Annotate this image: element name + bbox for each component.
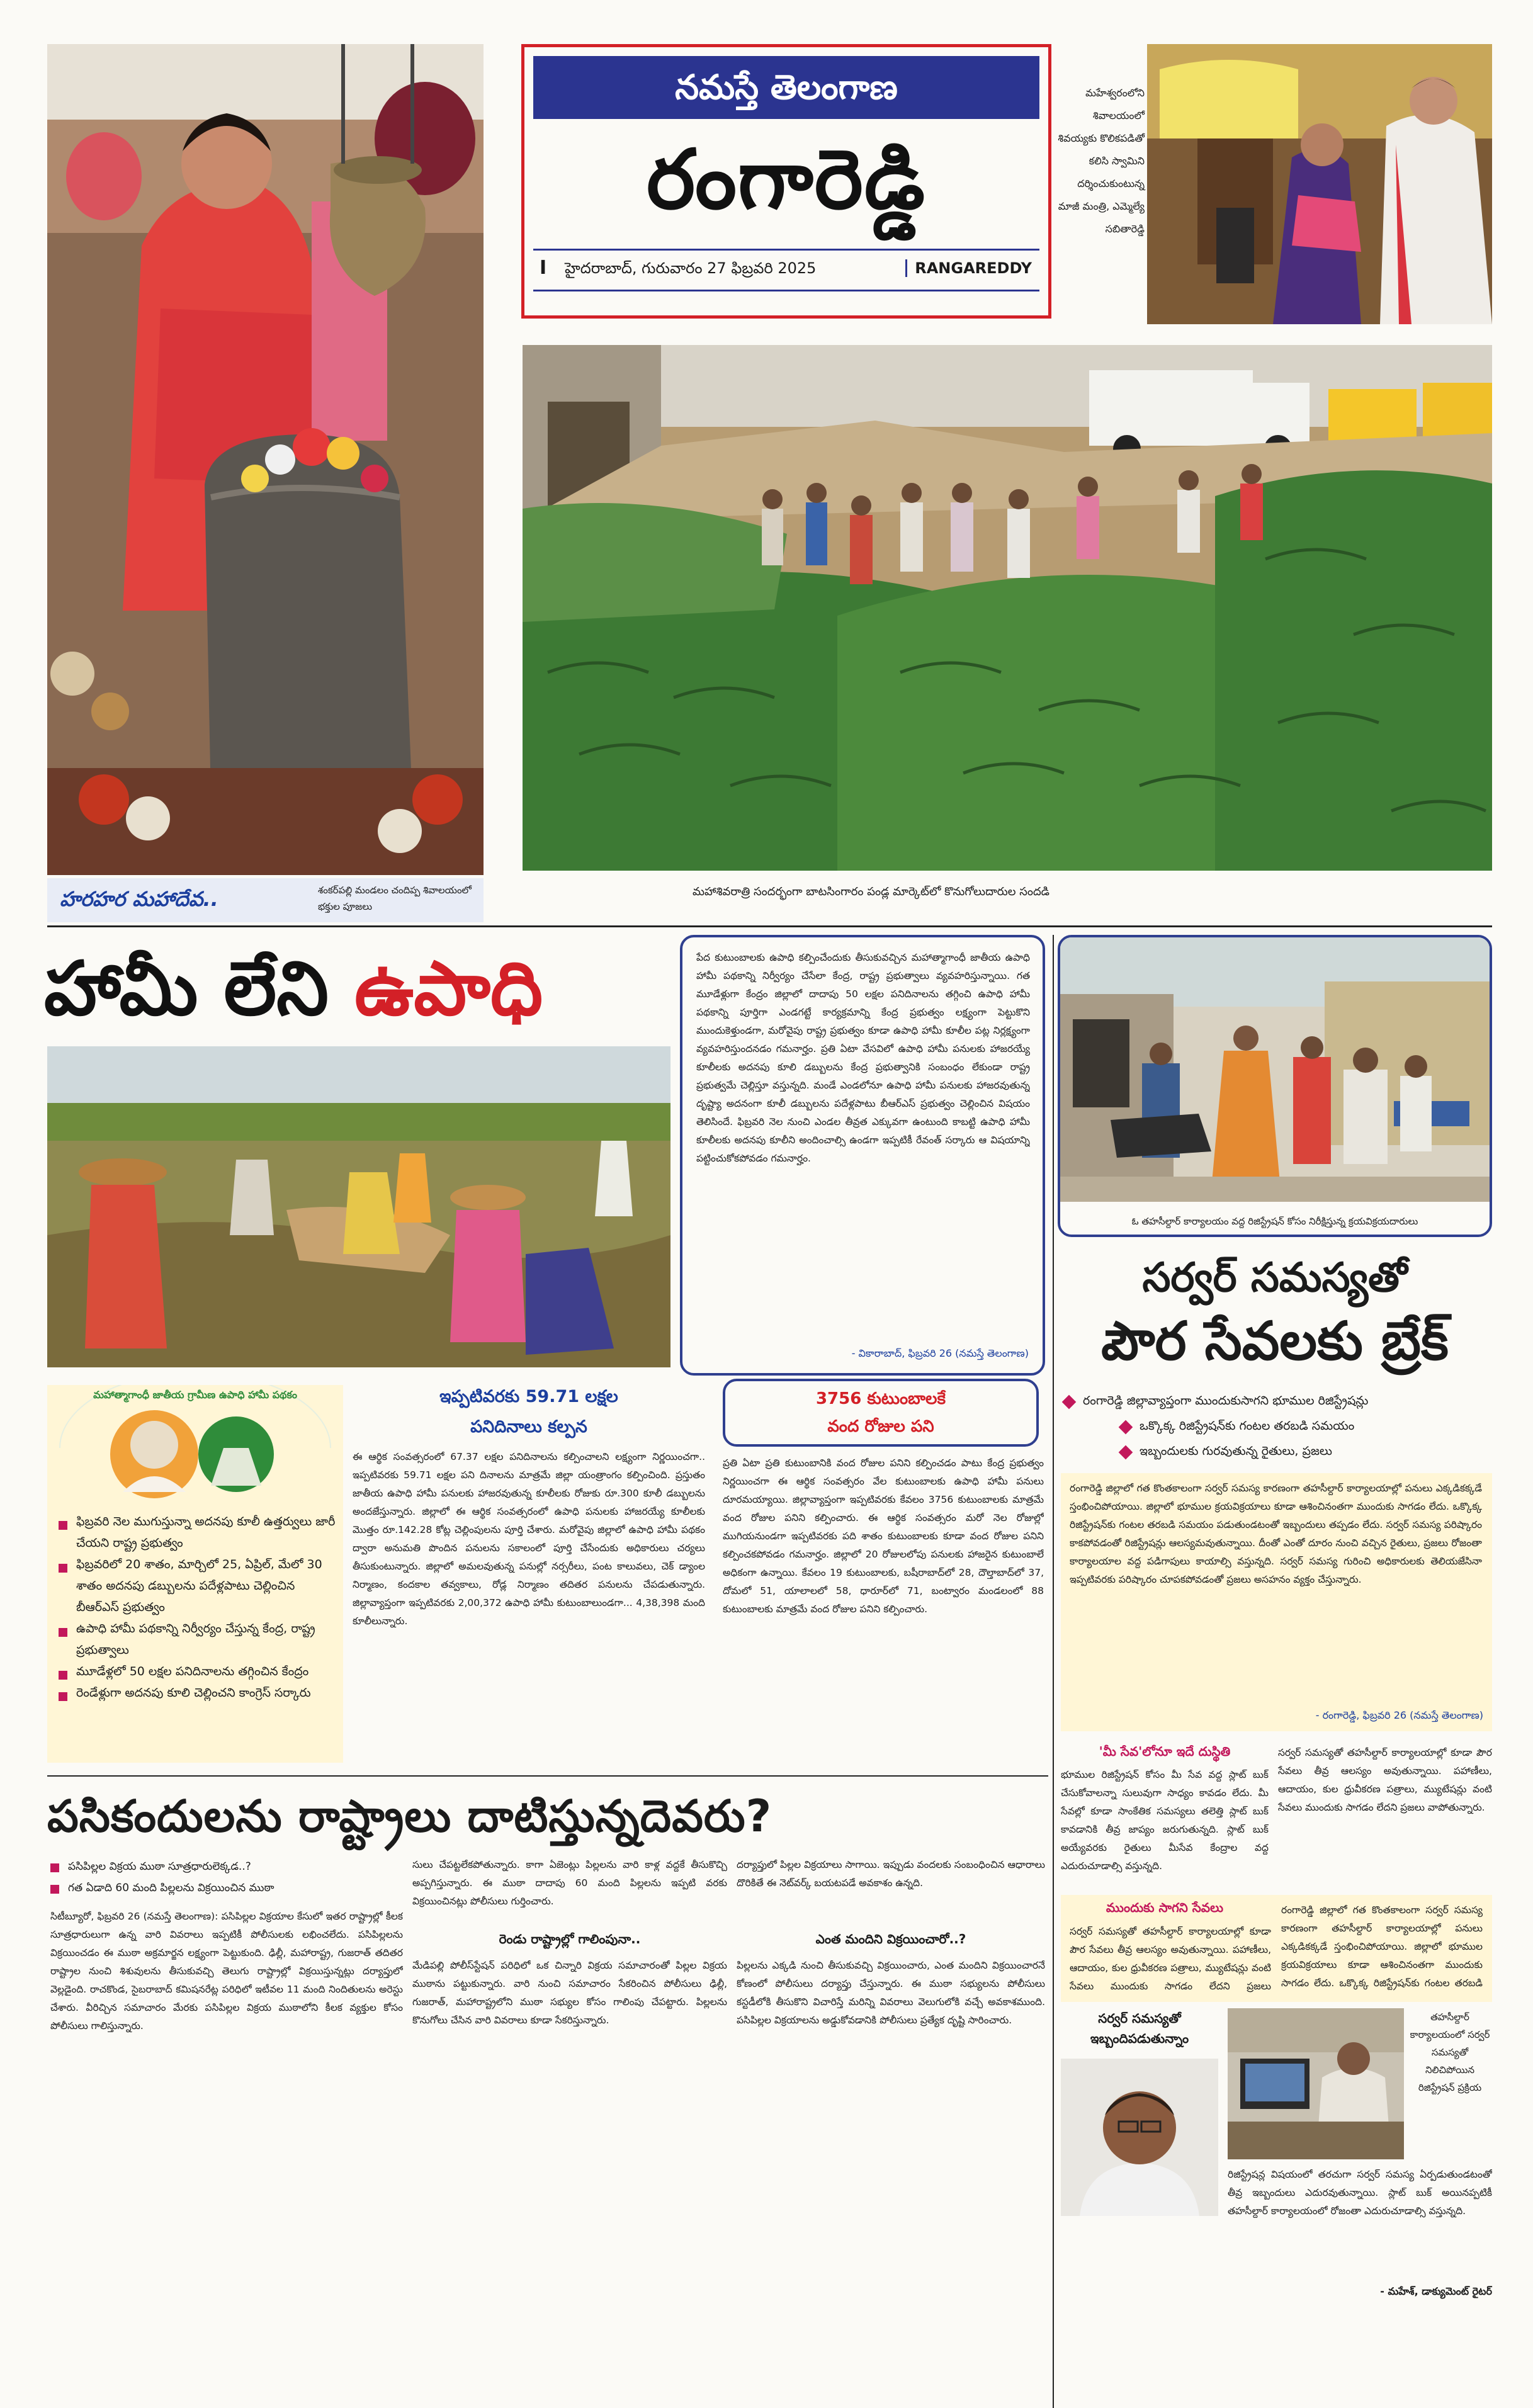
subhead2-line2: వంద రోజుల పని	[827, 1417, 934, 1436]
meeseva-subtitle: 'మీ సేవ'లోనూ ఇదే దుస్థితి	[1099, 1744, 1231, 1759]
story2-col2-top: సులు చేపట్టలేకపోతున్నారు. కాగా ఏజెంట్లు పిల్లలను వారి కాళ్ల వద్దకే తీసుకొచ్చి అప్పగిస్తున్నారు. ఈ ముఠా దాదాపు 60 మంది పిల్లలను ఇప్పటి వరకు విక్రయించినట్లు పోలీసులు గుర్తించారు.	[412, 1859, 727, 1907]
subhead2-body: ప్రతి ఏటా ప్రతి కుటుంబానికి వంద రోజుల పనిని కల్పించడం పాటు కేంద్ర ప్రభుత్వం నిర్ణయించగా ఈ ఆర్థిక సంవత్సరం వేల కుటుంబాలకు ఉపాధి హామీ పనులు దూరమయ్యాయి. జిల్లావ్యాప్తంగా ఇప్పటివరకు కేవలం 3756 కుటుంబాలకు మాత్రమే వంద రోజుల పనిని కల్పించారు. ఈ ఆర్థిక సంవత్సరం మరో నెల రోజుల్లో ముగియనుండగా ఇప్పటివరకు పది శాతం కుటుంబాలకు కూడా వంద రోజుల పనిని కల్పించకపోవడం గమనార్హం. జిల్లాలో 20 రోజులలోపు పనులకు హాజరైన కుటుంబాలే అధికంగా ఉన్నాయి. కేవలం 19 కుటుంబాలకు, బషీరాబాద్‌లో 28, దౌల్తాబాద్‌లో 37, దోమలో 51, యాలాలలో 58, ధారూర్‌లో 71, బంట్వారం మండలంలో 88 కుటుంబాలకు మాత్రమే వంద రోజుల పనిని కల్పించారు.	[723, 1457, 1044, 1615]
bullet-diamond-icon	[1119, 1420, 1133, 1435]
photo-caption-text: శంకర్‌పల్లి మండలం చందిప్ప శివాలయంలో భక్తుల పూజలు	[318, 885, 472, 912]
shivalinga-puja-photo	[47, 44, 484, 875]
server-photo-box	[1058, 935, 1492, 1237]
nrega-workers-photo	[47, 1046, 670, 1367]
server-headline-line1: సర్వర్ సమస్యతో	[1142, 1255, 1408, 1301]
server-headline-line2: పౌర సేవలకు బ్రేక్	[1101, 1310, 1449, 1372]
top-divider	[47, 925, 1492, 927]
district-name: రంగారెడ్డి	[646, 132, 927, 227]
top-left-photo-label	[47, 878, 484, 922]
person-caption: సర్వర్ సమస్యతో ఇబ్బందిపడుతున్నాం	[1090, 2011, 1189, 2046]
gandhi-bullet-text: రెండేళ్లుగా అదనపు కూలి చెల్లించని కాంగ్రెస్ సర్కారు	[76, 1686, 311, 1700]
bullet-square-icon	[50, 1863, 59, 1872]
server-bullet	[1064, 1439, 1492, 1464]
office-scene	[1228, 2008, 1404, 2159]
story2-top-rule	[47, 1775, 1048, 1777]
temple-visit-photo	[1147, 44, 1492, 324]
server-body-box	[1061, 1473, 1492, 1731]
market-scene	[523, 345, 1492, 871]
brand-name: నమస్తే తెలంగాణ	[675, 67, 898, 107]
server-bullets	[1064, 1388, 1492, 1464]
gandhi-box	[47, 1385, 343, 1763]
issue-mark: I	[540, 257, 547, 279]
meeseva-body: భూముల రిజిస్ట్రేషన్ కోసం మీ సేవ వద్ద స్లాట్ బుక్ చేసుకోవాలన్నా సులువుగా సాధ్యం కావడం లేదు. మీ సేవల్లో కూడా సాంకేతిక సమస్యలు తలెత్తి స్లాట్ బుక్ కావడానికి తీవ్ర జాప్యం జరుగుతున్నది. స్లాట్ బుక్ అయ్యేవరకు రైతులు మీసేవ కేంద్రాల వద్ద ఎదురుచూడాల్సి వస్తున్నది.	[1061, 1769, 1269, 1872]
person-byline: - మహేశ్, డాక్యుమెంట్ రైటర్	[1380, 2285, 1492, 2297]
masthead	[521, 44, 1051, 319]
gandhi-bullet	[59, 1511, 336, 1554]
story2-col2-body: మేడిపల్లి పోలీస్‌స్టేషన్ పరిధిలో ఒక చిన్నారి విక్రయ సమాచారంతో పిల్లల విక్రయ ముఠాను పట్టుకున్నారు. వారి నుంచి సమాచారం సేకరించిన పోలీసులు ఢిల్లీ, గుజరాత్, మహారాష్ట్రలోని ముఠా సభ్యుల కోసం గాలింపు చేపట్టారు. పిల్లలను కొనుగోలు చేసిన వారి వివరాలు కూడా సేకరిస్తున్నారు.	[412, 1960, 727, 2026]
story2-bullet	[50, 1877, 403, 1899]
server-office-scene	[1060, 937, 1490, 1202]
server-bullet-text: రంగారెడ్డి జిల్లావ్యాప్తంగా ముందుకుసాగని భూముల రిజిస్ట్రేషన్లు	[1083, 1394, 1369, 1408]
story2-headline: పసికందులను రాష్ట్రాలు దాటిస్తున్నదెవరు?	[47, 1790, 772, 1842]
brand-bar	[533, 56, 1039, 119]
gandhi-bullets	[59, 1511, 336, 1704]
story1-byline: - వికారాబాద్, ఫిబ్రవరి 26 (నమస్తే తెలంగాణ)	[851, 1347, 1029, 1359]
subhead1-body: ఈ ఆర్థిక సంవత్సరంలో 67.37 లక్షల పనిదినాలను కల్పించాలని లక్ష్యంగా నిర్ణయించగా.. ఇప్పటివరకు 59.71 లక్షల పని దినాలను మాత్రమే జిల్లా యంత్రాంగం కల్పించింది. ప్రస్తుతం జాతీయ ఉపాధి హామీ పనులకు హాజరవుతున్న కూలీలకు రోజుకు రూ.300 కూలీ డబ్బులను అందజేస్తున్నారు. జిల్లాలో ఈ ఆర్థిక సంవత్సరంలో ఉపాధి పనులకు హాజరయ్యే కూలీలకు మొత్తం రూ.142.28 కోట్ల చెల్లింపులను పూర్తి చేశారు. మరోవైపు జిల్లాలో ఉపాధి హామీ పథకం ద్వారా అనుమతి పొందిన పనులను సకాలంలో పూర్తి చేసేందుకు అధికారులు చర్యలు తీసుకుంటున్నారు. జిల్లాలో అమలవుతున్న పనుల్లో నర్సరీలు, పంట కాలువలు, చెక్ డ్యాంల నిర్మాణం, కందకాల తవ్వకాలు, రోడ్ల నిర్మాణం తదితర పనులను చేపడుతున్నారు. జిల్లావ్యాప్తంగా ఇప్పటివరకు 2,00,372 ఉపాధి హామీ కుటుంబాలుండగా... 4,38,398 మంది కూలీలున్నారు.	[353, 1451, 705, 1627]
gandhi-bullet	[59, 1618, 336, 1661]
temple-visit-caption: మహేశ్వరంలోని శివాలయంలో శివయ్యకు కొలికపడితో కలిసి స్వామిని దర్శించుకుంటున్న మాజీ మంత్రి, ఎమ్మెల్యే సబితారెడ్డి	[1058, 87, 1145, 235]
services-body-continued: రంగారెడ్డి జిల్లాలో గత కొంతకాలంగా సర్వర్ సమస్య కారణంగా తహసీల్దార్ కార్యాలయాల్లో పనులు ఎక్కడికక్కడే స్తంభించిపోయాయి. జిల్లాలో భూముల క్రయవిక్రయాలు కూడా ఆశించినంతగా ముందుకు సాగడం లేదు. ఒక్కొక్క రిజిస్ట్రేషన్‌కు గంటల తరబడి	[1281, 1904, 1483, 1989]
gandhi-bullet-text: మూడేళ్లలో 50 లక్షల పనిదినాలను తగ్గించిన కేంద్రం	[76, 1665, 309, 1678]
shivalinga-scene	[47, 44, 484, 875]
story1-body: పేద కుటుంబాలకు ఉపాధి కల్పించేందుకు తీసుకువచ్చిన మహాత్మాగాంధీ జాతీయ ఉపాధి హామీ పథకాన్ని నిర్వీర్యం చేసేలా కేంద్ర, రాష్ట్ర ప్రభుత్వాలు వ్యవహరిస్తున్నాయి. గత మూడేళ్లుగా కేంద్రం జిల్లాలో దాదాపు 50 లక్షల పనిదినాలను తగ్గించి ఉపాధి హామీ పథకాన్ని పూర్తిగా ఎండగట్టే కార్యక్రమాన్ని కేంద్ర ప్రభుత్వం లక్ష్యంగా పెట్టుకొని ముందుకెళ్తుండగా, మరోవైపు రాష్ట్ర ప్రభుత్వం కూడా ఉపాధి హామీ కూలీల పట్ల నిర్లక్ష్యంగా వ్యవహరిస్తుందనడం గమనార్హం. ప్రతి ఏటా వేసవిలో ఉపాధి హామీ పనులకు హాజరయ్యే కూలీలకు అదనపు కూలి డబ్బులను కేంద్ర ప్రభుత్వానికి సంబంధం లేకుండా రాష్ట్ర ప్రభుత్వమే చెల్లిస్తూ వస్తున్నది. మండే ఎండలోనూ ఉపాధి హామీ పనులకు హాజరవుతున్న దృష్ట్యా అదనంగా కూలీ డబ్బులను పదేళ్లపాటు బీఆర్‌ఎస్ ప్రభుత్వం చెల్లించిన విషయం తెలిసిందే. ఫిబ్రవరి నెల నుంచి ఎండల తీవ్రత ఎక్కువగా ఉంటుంది కాబట్టి ఉపాధి హామీ కూలీలకు అదనపు కూలీని అందించాల్సి ఉండగా ఇప్పటికీ రేవంత్ సర్కారు ఆ విషయాన్ని పట్టించుకోకపోవడం గమనార్హం.	[696, 952, 1030, 1164]
office-computer-photo	[1228, 2008, 1404, 2159]
server-body: రంగారెడ్డి జిల్లాలో గత కొంతకాలంగా సర్వర్ సమస్య కారణంగా తహసీల్దార్ కార్యాలయాల్లో పనులు ఎక్కడికక్కడే స్తంభించిపోయాయి. జిల్లాలో భూముల క్రయవిక్రయాలు కూడా ఆశించినంతగా ముందుకు సాగడం లేదు. ఒక్కొక్క రిజిస్ట్రేషన్‌కు గంటల తరబడి సమయం పడుతుండటంతో ఇబ్బందులు తప్పడం లేదు. సర్వర్ సమస్య పరిష్కారం కాకపోవడంతో రిజిస్ట్రేషన్లు ఆలస్యమవుతున్నాయి. దీంతో ఎంతో దూరం నుంచి వచ్చిన రైతులు, ప్రజలు రోజంతా కార్యాలయాల వద్ద పడిగాపులు కాయాల్సి వస్తున్నది. సర్వర్ సమస్య గురించి అధికారులకు తెలియజేసినా ఇప్పటివరకు పరిష్కారం చూపకపోవడంతో ప్రజలు అసహనం వ్యక్తం చేస్తున్నారు.	[1070, 1483, 1482, 1585]
server-headline	[1058, 1250, 1492, 1376]
gandhi-bullet-text: ఫిబ్రవరిలో 20 శాతం, మార్చిలో 25, ఏప్రిల్, మేలో 30 శాతం అదనపు డబ్బులను పదేళ్లపాటు చెల్లించిన బీఆర్‌ఎస్ ప్రభుత్వం	[76, 1557, 322, 1614]
person-portrait	[1061, 2059, 1218, 2216]
story2-col3-body: పిల్లలను ఎక్కడి నుంచి తీసుకువచ్చి విక్రయించారు, ఎంత మందిని విక్రయించారనే కోణంలో పోలీసులు దర్యాప్తు చేస్తున్నారు. ఈ ముఠా సభ్యులను పోలీసులు కస్టడీలోకి తీసుకొని విచారిస్తే మరిన్ని వివరాలు వెలుగులోకి వచ్చే అవకాశముంది. పసిపిల్లల విక్రయాలను అడ్డుకోవడానికి పోలీసులు ప్రత్యేక దృష్టి సారించారు.	[737, 1960, 1045, 2026]
right-column-divider	[1053, 935, 1054, 2408]
subhead1	[353, 1382, 705, 1442]
document-writer-photo	[1061, 2059, 1218, 2216]
story1-headline-part1: హామీ లేని	[44, 945, 329, 1032]
bullet-square-icon	[59, 1521, 67, 1530]
story1-body-box	[680, 935, 1045, 1376]
server-bullet	[1064, 1388, 1492, 1413]
server-photo-caption: ఓ తహసీల్దార్ కార్యాలయం వద్ద రిజిస్ట్రేషన్ కోసం నిరీక్షిస్తున్న క్రయవిక్రయదారులు	[1131, 1216, 1418, 1227]
bullet-square-icon	[59, 1692, 67, 1701]
gandhi-bullet-text: ఫిబ్రవరి నెల ముగుస్తున్నా అదనపు కూలీ ఉత్తర్వులు జారీ చేయని రాష్ట్ర ప్రభుత్వం	[76, 1515, 336, 1550]
story2-bullet-text: గత ఏడాది 60 మంది పిల్లలను విక్రయించిన ముఠా	[68, 1882, 274, 1894]
subhead1-line2: పనిదినాలు కల్పన	[470, 1417, 587, 1437]
story1-headline-part2: ఉపాధి	[354, 945, 543, 1032]
gandhi-bullet	[59, 1661, 336, 1682]
story2-bullets	[50, 1856, 403, 1899]
temple-visit-scene	[1147, 44, 1492, 324]
services-body: సర్వర్ సమస్యతో తహసీల్దార్ కార్యాలయాల్లో కూడా పౌర సేవలు తీవ్ర ఆలస్యం అవుతున్నాయి. పహాణీలు, ఆదాయం, కుల ధ్రువీకరణ పత్రాలు, మ్యుటేషన్లు వంటి సేవలు ముందుకు సాగడం లేదని ప్రజలు	[1070, 1926, 1271, 1992]
story2-col3-top: దర్యాప్తులో పిల్లల విక్రయాలు సాగాయి. ఇప్పుడు వందలకు సంబంధించిన ఆధారాలు దొరికితే ఈ నెట్‌వర్క్ బయటపడే అవకాశం ఉన్నది.	[737, 1859, 1045, 1889]
subhead2-line1: 3756 కుటుంబాలకే	[815, 1389, 946, 1408]
gandhi-bullet	[59, 1554, 336, 1618]
story2-bullet	[50, 1856, 403, 1877]
bullet-square-icon	[50, 1885, 59, 1894]
server-byline: - రంగారెడ్డి, ఫిబ్రవరి 26 (నమస్తే తెలంగాణ)	[1315, 1709, 1483, 1721]
bullet-square-icon	[59, 1671, 67, 1680]
market-caption: మహాశివరాత్రి సందర్భంగా బాటసింగారం పండ్ల మార్కెట్‌లో కొనుగోలుదారుల సందడి	[693, 885, 1049, 898]
workers-scene	[47, 1046, 670, 1367]
server-bullet-text: ఇబ్బందులకు గురవుతున్న రైతులు, ప్రజలు	[1140, 1444, 1332, 1458]
services-subtitle: ముందుకు సాగని సేవలు	[1106, 1900, 1224, 1915]
story2-col2-subhead: రెండు రాష్ట్రాల్లో గాలింపునా..	[499, 1931, 641, 1947]
dateline-text: హైదరాబాద్, గురువారం 27 ఫిబ్రవరి 2025	[565, 259, 817, 277]
subhead2-box	[723, 1379, 1039, 1447]
story2-col3-subhead: ఎంత మందిని విక్రయించారో..?	[815, 1931, 966, 1947]
server-bullet-text: ఒక్కొక్క రిజిస్ట్రేషన్‌కు గంటల తరబడి సమయం	[1140, 1419, 1355, 1433]
person-body: రిజిస్ట్రేషన్ల విషయంలో తరచుగా సర్వర్ సమస్య ఏర్పడుతుండటంతో తీవ్ర ఇబ్బందులు ఎదురవుతున్నాయి. స్లాట్ బుక్ అయినప్పటికీ తహసీల్దార్ కార్యాలయంలో రోజంతా ఎదురుచూడాల్సి వస్తున్నది.	[1228, 2169, 1492, 2217]
nrega-logo-text: మహాత్మాగాంధీ జాతీయ గ్రామీణ ఉపాధి హామీ పథకం	[93, 1389, 297, 1401]
server-bullet	[1064, 1413, 1492, 1439]
district-en: RANGAREDDY	[905, 259, 1032, 277]
gandhi-bullet	[59, 1682, 336, 1704]
services-subbox	[1061, 1895, 1492, 2002]
watermelon-market-photo	[523, 345, 1492, 871]
bullet-square-icon	[59, 1564, 67, 1573]
gandhi-bullet-text: ఉపాధి హామీ పథకాన్ని నిర్వీర్యం చేస్తున్న కేంద్ర, రాష్ట్ర ప్రభుత్వాలు	[76, 1622, 315, 1657]
subhead1-line1: ఇప్పటివరకు 59.71 లక్షల	[439, 1387, 618, 1406]
office-caption: తహసీల్దార్ కార్యాలయంలో సర్వర్ సమస్యతో నిలిచిపోయిన రిజిస్ట్రేషన్ ప్రక్రియ	[1410, 2011, 1490, 2093]
server-continued-body: సర్వర్ సమస్యతో తహసీల్దార్ కార్యాలయాల్లో కూడా పౌర సేవలు తీవ్ర ఆలస్యం అవుతున్నాయి. పహాణీలు, ఆదాయం, కుల ధ్రువీకరణ పత్రాలు, మ్యుటేషన్లు వంటి సేవలు ముందుకు సాగడం లేదని ప్రజలు వాపోతున్నారు.	[1278, 1747, 1492, 1813]
photo-label-text: హరహర మహాదేవ..	[60, 887, 218, 911]
bullet-diamond-icon	[1062, 1395, 1077, 1410]
bullet-diamond-icon	[1119, 1445, 1133, 1460]
story2-bullet-text: పసిపిల్లల విక్రయ ముఠా సూత్రధారులెక్కడ..?	[68, 1860, 251, 1873]
bullet-square-icon	[59, 1628, 67, 1637]
story1-headline	[44, 935, 674, 1042]
story2-col1: సిటీబ్యూరో, ఫిబ్రవరి 26 (నమస్తే తెలంగాణ): పసిపిల్లల విక్రయాల కేసులో ఇతర రాష్ట్రాల్లో కీలక సూత్రధారులుగా ఉన్న వారి వివరాలు ఇప్పటికీ పోలీసులకు లభించలేదు. పసిపిల్లలను విక్రయించడం ఈ ముఠా అక్రమార్జన లక్ష్యంగా పెట్టుకుంది. ఢిల్లీ, మహారాష్ట్ర, గుజరాత్ తదితర రాష్ట్రాల నుంచి శిశువులను తీసుకువచ్చి తెలుగు రాష్ట్రాల్లో విక్రయిస్తున్నట్లు దర్యాప్తులో వెల్లడైంది. రాచకొండ, సైబరాబాద్ కమిషనరేట్ల పరిధిలో ఇటీవల 11 మంది నిందితులను అరెస్టు చేశారు. వీరిచ్చిన సమాచారం మేరకు పసిపిల్లల విక్రయ ముఠాలోని కీలక వ్యక్తుల కోసం పోలీసులు గాలిస్తున్నారు.	[50, 1911, 403, 2032]
dateline-bar	[533, 249, 1039, 291]
